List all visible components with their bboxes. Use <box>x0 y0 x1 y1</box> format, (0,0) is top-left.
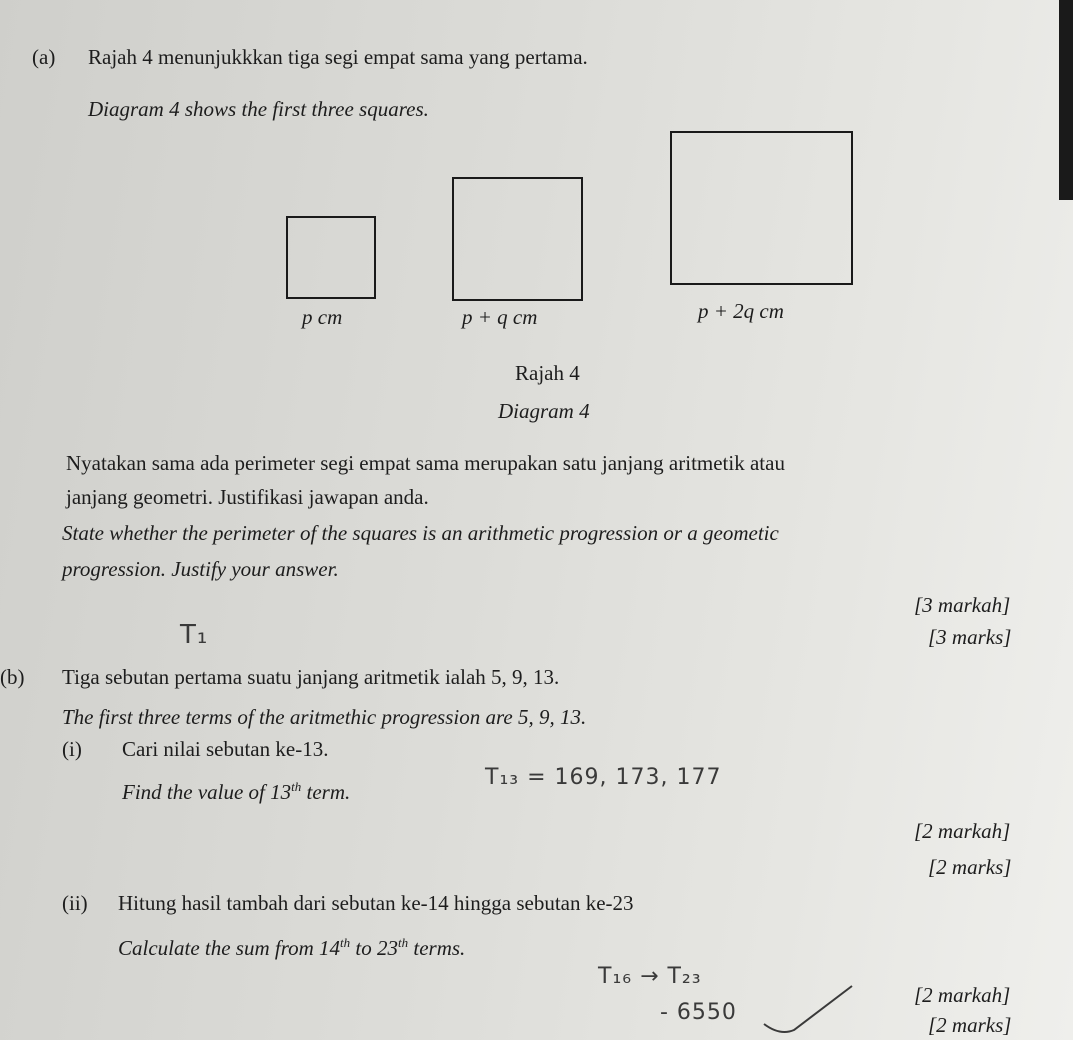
part-b-ii-handwriting-2: - 6550 <box>660 1000 737 1025</box>
part-a-question-en-2: progression. Justify your answer. <box>62 557 339 581</box>
part-a-marks-en: [3 marks] <box>928 625 1012 649</box>
part-b-ii-text-ms: Hitung hasil tambah dari sebutan ke-14 hingga sebutan ke-23 <box>118 891 634 915</box>
part-b-i-marks-en: [2 marks] <box>928 855 1012 879</box>
part-b-ii-text-en: Calculate the sum from 14th to 23th terms. <box>118 935 466 960</box>
part-b-intro-ms: Tiga sebutan pertama suatu janjang aritmetik ialah 5, 9, 13. <box>62 665 560 689</box>
part-b-i-marks-ms: [2 markah] <box>914 819 1011 843</box>
part-b-i-handwriting: T₁₃ = 169, 173, 177 <box>485 765 722 790</box>
part-a-question-en-1: State whether the perimeter of the squares is an arithmetic progression or a geometic <box>62 521 779 545</box>
page-edge-shadow <box>1059 0 1073 200</box>
square-1 <box>286 216 376 299</box>
part-b-ii-handwriting-1: T₁₆ → T₂₃ <box>598 964 702 989</box>
part-a-marks-ms: [3 markah] <box>914 593 1011 617</box>
checkmark-icon <box>760 980 860 1040</box>
square-2 <box>452 177 583 301</box>
square-1-label: p cm <box>302 305 343 329</box>
part-b-ii-label: (ii) <box>62 891 88 915</box>
part-b-label: (b) <box>0 665 25 689</box>
diagram-caption-en: Diagram 4 <box>498 399 590 423</box>
square-2-label: p + q cm <box>462 305 538 329</box>
part-b-ii-marks-ms: [2 markah] <box>914 983 1011 1007</box>
part-a-handwriting: T₁ <box>180 620 209 650</box>
part-a-question-ms-2: janjang geometri. Justifikasi jawapan anda. <box>66 485 429 509</box>
square-3-label: p + 2q cm <box>698 299 784 323</box>
part-b-intro-en: The first three terms of the aritmethic progression are 5, 9, 13. <box>62 705 587 729</box>
diagram-caption-ms: Rajah 4 <box>515 361 580 385</box>
square-3 <box>670 131 853 285</box>
part-a-label: (a) <box>32 45 56 69</box>
part-a-intro-ms: Rajah 4 menunjukkkan tiga segi empat sama yang pertama. <box>88 45 588 69</box>
part-b-i-label: (i) <box>62 737 82 761</box>
part-b-i-text-ms: Cari nilai sebutan ke-13. <box>122 737 329 761</box>
part-b-ii-marks-en: [2 marks] <box>928 1013 1012 1037</box>
part-a-question-ms-1: Nyatakan sama ada perimeter segi empat sama merupakan satu janjang aritmetik atau <box>66 451 785 475</box>
part-b-i-text-en: Find the value of 13th term. <box>122 779 351 804</box>
part-a-intro-en: Diagram 4 shows the first three squares. <box>88 97 429 121</box>
